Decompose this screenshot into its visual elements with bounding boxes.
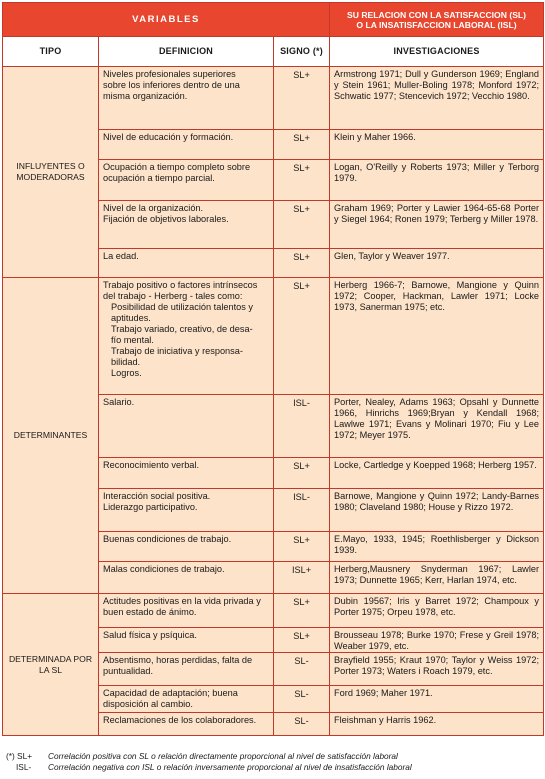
- investigaciones-cell: Herberg 1966-7; Barnowe, Mangione y Quinn 1972; Cooper, Hackman, Lawler 1971; Locke 1973, Sanerman 1975; etc.: [330, 278, 544, 395]
- definicion-cell: [99, 594, 274, 628]
- investigaciones-cell: Herberg,Mausnery Snyderman 1967; Lawler 1973; Dunnette 1965; Kerr, Harlan 1974, etc.: [330, 562, 544, 594]
- investigaciones-cell: Armstrong 1971; Dull y Gunderson 1969; England y Stein 1961; Muller-Boling 1978; Monford 1972; Schwatic 1977; Stencevich 1972; Vecchio 1980.: [330, 67, 544, 130]
- definicion-line: Reconocimiento verbal.: [103, 460, 200, 470]
- definicion-line: Reclamaciones de los colaboradores.: [103, 715, 257, 725]
- definicion-line: Liderazgo participativo.: [103, 502, 198, 512]
- definicion-cell: [99, 653, 274, 686]
- definicion-line: puntualidad.: [103, 666, 154, 676]
- definicion-line: Trabajo de iniciativa y responsa-: [111, 346, 243, 356]
- investigaciones-cell: Graham 1969; Porter y Lawier 1964-65-68 Porter y Siegel 1964; Ronen 1979; Terberg y Miller 1978.: [330, 201, 544, 249]
- definicion-cell: [99, 489, 274, 532]
- signo-cell: SL+: [274, 160, 330, 201]
- definicion-cell: [99, 686, 274, 713]
- definicion-line: Logros.: [111, 368, 142, 378]
- investigaciones-cell: Fleishman y Harris 1962.: [330, 713, 544, 736]
- investigaciones-cell: Brayfield 1955; Kraut 1970; Taylor y Weiss 1972; Porter 1973; Waters i Roach 1979, etc.: [330, 653, 544, 686]
- signo-cell: SL+: [274, 249, 330, 278]
- definicion-cell: [99, 201, 274, 249]
- signo-cell: SL+: [274, 278, 330, 395]
- signo-cell: SL-: [274, 713, 330, 736]
- definicion-line: buen estado de ánimo.: [103, 607, 197, 617]
- variables-table: [2, 2, 544, 736]
- signo-cell: ISL-: [274, 395, 330, 458]
- signo-cell: SL+: [274, 628, 330, 653]
- investigaciones-cell: E.Mayo, 1933, 1945; Roethlisberger y Dickson 1939.: [330, 532, 544, 562]
- definicion-line: Capacidad de adaptación; buena: [103, 688, 238, 698]
- definicion-line: Salud física y psíquica.: [103, 630, 197, 640]
- signo-cell: SL+: [274, 458, 330, 489]
- tipo-header: TIPO: [3, 37, 99, 67]
- definicion-line: Fijación de objetivos laborales.: [103, 214, 229, 224]
- definicion-line: Ocupación a tiempo completo sobre: [103, 162, 251, 172]
- definicion-cell: [99, 713, 274, 736]
- definicion-line: Interacción social positiva.: [103, 491, 211, 501]
- table-row: [3, 67, 544, 130]
- footnote-sl-plus: (*) SL+ Correlación positiva con SL o relación directamente proporcional al nivel de satisfacción laboral: [6, 751, 398, 761]
- relacion-header: SU RELACION CON LA SATISFACCION (SL) O LA INSATISFACCION LABORAL (ISL): [330, 3, 544, 37]
- definicion-line: Posibilidad de utilización talentos y: [111, 302, 253, 312]
- definicion-line: Trabajo positivo o factores intrínsecos: [103, 280, 258, 290]
- definicion-line: sobre los inferiores dentro de una: [103, 80, 240, 90]
- definicion-cell: [99, 67, 274, 130]
- footnote-isl-minus: ISL- Correlación negativa con ISL o relación inversamente proporcional al nivel de insatisfacción laboral: [16, 762, 412, 772]
- definicion-cell: [99, 249, 274, 278]
- variables-header: VARIABLES: [3, 3, 330, 37]
- definicion-line: Niveles profesionales superiores: [103, 69, 236, 79]
- signo-cell: ISL-: [274, 489, 330, 532]
- definicion-line: ocupación a tiempo parcial.: [103, 173, 215, 183]
- definicion-line: Absentismo, horas perdidas, falta de: [103, 655, 253, 665]
- investigaciones-header: INVESTIGACIONES: [330, 37, 544, 67]
- definicion-cell: [99, 628, 274, 653]
- investigaciones-cell: Locke, Cartledge y Koepped 1968; Herberg 1957.: [330, 458, 544, 489]
- definicion-line: fío mental.: [111, 335, 154, 345]
- definicion-line: bilidad.: [111, 357, 141, 367]
- signo-cell: SL-: [274, 653, 330, 686]
- definicion-header: DEFINICION: [99, 37, 274, 67]
- definicion-line: La edad.: [103, 251, 139, 261]
- definicion-cell: [99, 160, 274, 201]
- tipo-cell: DETERMINADA POR LA SL: [3, 594, 99, 736]
- definicion-line: disposición al cambio.: [103, 699, 193, 709]
- tipo-cell: DETERMINANTES: [3, 278, 99, 594]
- definicion-cell: [99, 532, 274, 562]
- definicion-cell: [99, 395, 274, 458]
- signo-cell: SL-: [274, 686, 330, 713]
- definicion-line: misma organización.: [103, 91, 188, 101]
- investigaciones-cell: Brousseau 1978; Burke 1970; Frese y Greil 1978; Weaber 1979, etc.: [330, 628, 544, 653]
- definicion-cell: [99, 562, 274, 594]
- definicion-line: Salario.: [103, 397, 135, 407]
- investigaciones-cell: Ford 1969; Maher 1971.: [330, 686, 544, 713]
- investigaciones-cell: Porter, Nealey, Adams 1963; Opsahl y Dunnette 1966, Hinrichs 1969;Bryan y Kendall 1968; Lawlwe 1971; Evans y Molinari 1970; Fiu y Lee 1972; Meyer 1975.: [330, 395, 544, 458]
- investigaciones-cell: Klein y Maher 1966.: [330, 130, 544, 160]
- footnote: [6, 751, 541, 773]
- investigaciones-cell: Barnowe, Mangione y Quinn 1972; Landy-Barnes 1980; Claveland 1980; House y Rizzo 1972.: [330, 489, 544, 532]
- signo-cell: ISL+: [274, 562, 330, 594]
- definicion-line: del trabajo - Herberg - tales como:: [103, 291, 243, 301]
- signo-header: SIGNO (*): [274, 37, 330, 67]
- table-row: [3, 594, 544, 628]
- tipo-cell: INFLUYENTES O MODERADORAS: [3, 67, 99, 278]
- definicion-line: Nivel de educación y formación.: [103, 132, 234, 142]
- definicion-line: Nivel de la organización.: [103, 203, 204, 213]
- definicion-line: Trabajo variado, creativo, de desa-: [111, 324, 253, 334]
- signo-cell: SL+: [274, 201, 330, 249]
- definicion-line: Actitudes positivas en la vida privada y: [103, 596, 261, 606]
- investigaciones-cell: Logan, O'Reilly y Roberts 1973; Miller y Terborg 1979.: [330, 160, 544, 201]
- definicion-line: Buenas condiciones de trabajo.: [103, 534, 232, 544]
- definicion-cell: [99, 458, 274, 489]
- investigaciones-cell: Dubin 19567; Iris y Barret 1972; Champoux y Porter 1975; Orpeu 1978, etc.: [330, 594, 544, 628]
- definicion-cell: [99, 130, 274, 160]
- signo-cell: SL+: [274, 532, 330, 562]
- table-row: [3, 278, 544, 395]
- signo-cell: SL+: [274, 130, 330, 160]
- definicion-cell: [99, 278, 274, 395]
- investigaciones-cell: Glen, Taylor y Weaver 1977.: [330, 249, 544, 278]
- signo-cell: SL+: [274, 594, 330, 628]
- definicion-line: aptitudes.: [111, 313, 151, 323]
- definicion-line: Malas condiciones de trabajo.: [103, 564, 225, 574]
- signo-cell: SL+: [274, 67, 330, 130]
